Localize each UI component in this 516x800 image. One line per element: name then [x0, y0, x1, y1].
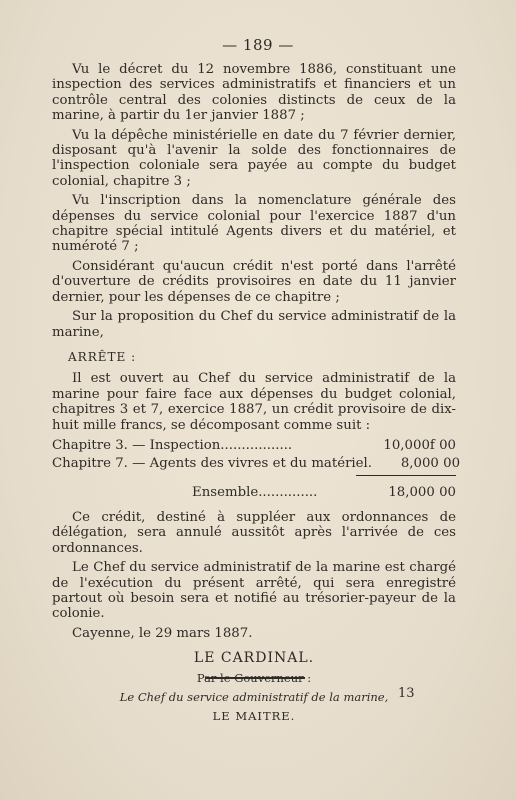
total-label: Ensemble.............. [192, 484, 318, 500]
paragraph-decree: Vu le décret du 12 novembre 1886, constituant une inspection des services administratifs et financiers et un contrôle central des colonies distincts de ceux de la marine, à partir du 1er janvier 1887 ; [52, 62, 456, 124]
date-line: Cayenne, le 29 mars 1887. [72, 625, 253, 641]
total-amount: 18,000 00 [388, 484, 456, 500]
paragraph-depeche: Vu la dépêche ministérielle en date du 7 février dernier, disposant qu'à l'avenir la solde des fonctionnaires de l'inspection coloniale sera payée au compte du budget colonial, chapitre 3 ; [52, 127, 456, 189]
footer-rule [205, 677, 305, 679]
total-rule [356, 475, 456, 476]
signatory-title: Le Chef du service administratif de la marine, [119, 690, 389, 704]
credit-table [52, 437, 461, 502]
row-amount: 10,000f 00 [383, 437, 456, 453]
paragraph-execution: Le Chef du service administratif de la marine est chargé de l'exécution du présent arrêté, qui sera enregistré partout où besoin sera et notifié au trésorier-payeur de la colonie. [52, 560, 456, 622]
second-signatory-name: LE MAITRE. [212, 709, 296, 724]
table-total-row [52, 484, 456, 502]
arrete-heading: ARRÊTE : [68, 349, 137, 364]
table-row [52, 455, 461, 473]
paragraph-proposition: Sur la proposition du Chef du service administratif de la marine, [52, 309, 456, 340]
sheet-number: 13 [398, 686, 415, 701]
paragraph-credit: Ce crédit, destiné à suppléer aux ordonnances de délégation, sera annulé aussitôt après l'arrivée de ces ordonnances. [52, 509, 456, 556]
row-label: Chapitre 3. — Inspection................. [52, 437, 293, 453]
paragraph-inscription: Vu l'inscription dans la nomenclature générale des dépenses du service colonial pour l'exercice 1887 d'un chapitre spécial intitulé Agents divers et du matériel, et numéroté 7 ; [52, 193, 456, 255]
paragraph-considerant: Considérant qu'aucun crédit n'est porté dans l'arrêté d'ouverture de crédits provisoires en date du 11 janvier dernier, pour les dépenses de ce chapitre ; [52, 258, 456, 305]
row-label: Chapitre 7. — Agents des vivres et du matériel. [52, 455, 373, 471]
signature-by-line: Par le Gouverneur : [196, 670, 312, 685]
body-text [52, 62, 461, 725]
table-row [52, 437, 456, 455]
signatory-name: LE CARDINAL. [193, 650, 315, 667]
row-amount: 8,000 00 [400, 455, 461, 471]
paragraph-opening: Il est ouvert au Chef du service administratif de la marine pour faire face aux dépenses du budget colonial, chapitres 3 et 7, exercice 1887, un crédit provisoire de dix-huit mille francs, se décomposant comme suit : [52, 371, 456, 433]
page-folio: — 189 — [222, 36, 294, 54]
signature-block [52, 651, 456, 725]
